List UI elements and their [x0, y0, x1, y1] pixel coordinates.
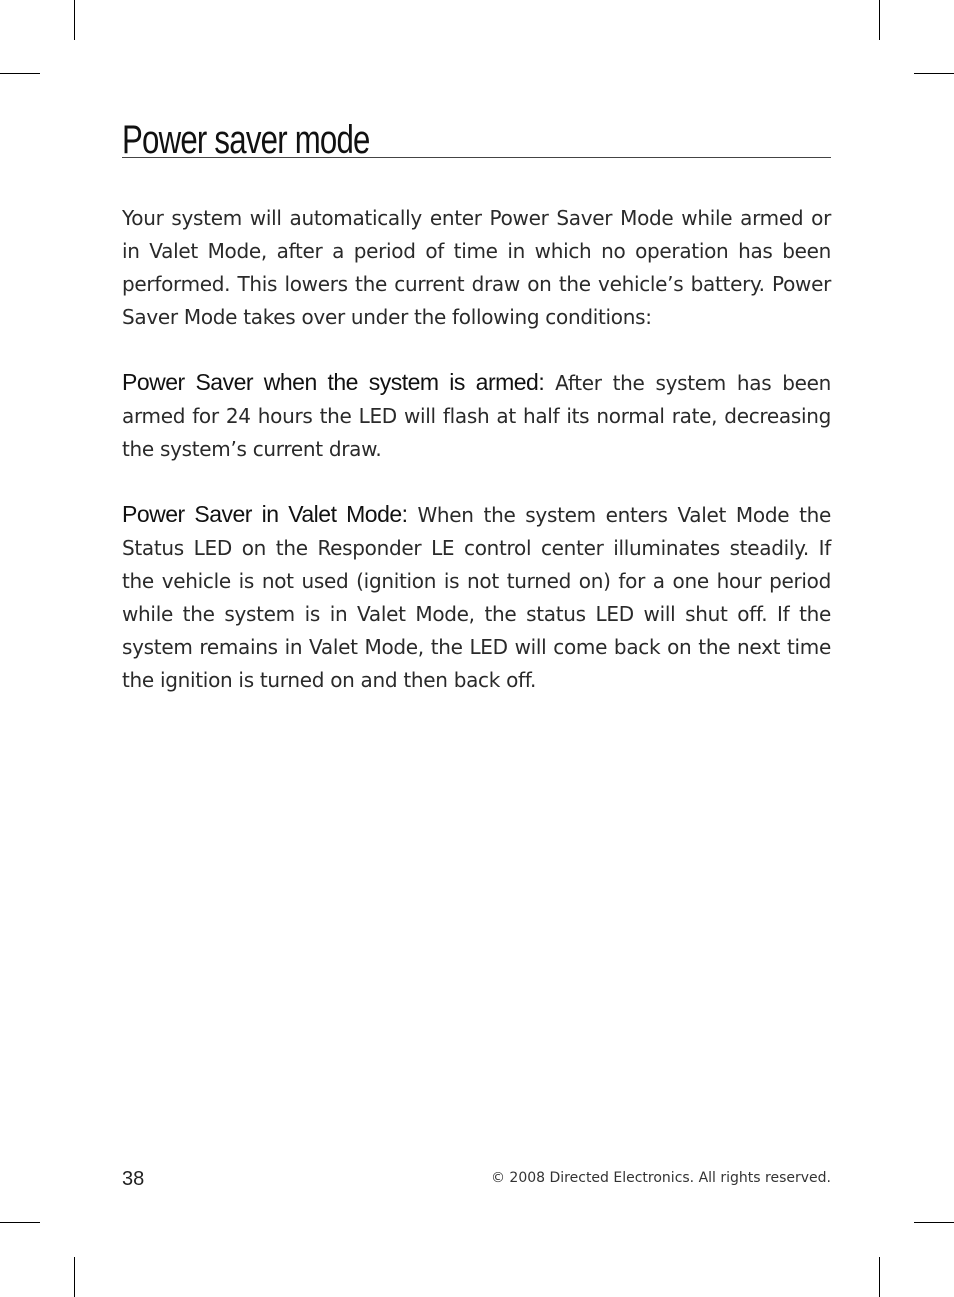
crop-mark-top-right-horizontal	[914, 73, 954, 74]
section-valet-body: When the system enters Valet Mode the Status LED on the Responder LE control center illuminates steadily. If the vehicle is not used (ignition is not turned on) for a one hour period while the system is in Valet Mode, the status LED will shut off. If the system remains in Valet Mode, the LED will come back on the next time the ignition is turned on and then back off.	[122, 503, 831, 692]
crop-mark-top-right-vertical	[879, 0, 880, 40]
crop-mark-bottom-left-vertical	[74, 1257, 75, 1297]
section-armed	[122, 366, 831, 466]
intro-paragraph: Your system will automatically enter Power Saver Mode while armed or in Valet Mode, after a period of time in which no operation has been performed. This lowers the current draw on the vehicle’s battery. Power Saver Mode takes over under the following conditions:	[122, 206, 831, 329]
copyright-notice: © 2008 Directed Electronics. All rights reserved.	[490, 1170, 831, 1186]
section-armed-heading: Power Saver when the system is armed:	[122, 369, 545, 395]
section-valet-heading: Power Saver in Valet Mode:	[122, 501, 408, 527]
title-row	[122, 118, 831, 162]
crop-mark-bottom-left-horizontal	[0, 1222, 40, 1223]
section-valet	[122, 498, 831, 697]
page-number: 38	[122, 1168, 145, 1190]
crop-mark-bottom-right-horizontal	[914, 1222, 954, 1223]
crop-mark-bottom-right-vertical	[879, 1257, 880, 1297]
section-armed-body: After the system has been armed for 24 hours the LED will flash at half its normal rate, decreasing the system’s current draw.	[122, 371, 832, 461]
main-content	[122, 202, 831, 729]
page-title: Power saver mode	[122, 118, 370, 162]
crop-mark-top-left-vertical	[74, 0, 75, 40]
crop-mark-top-left-horizontal	[0, 73, 40, 74]
